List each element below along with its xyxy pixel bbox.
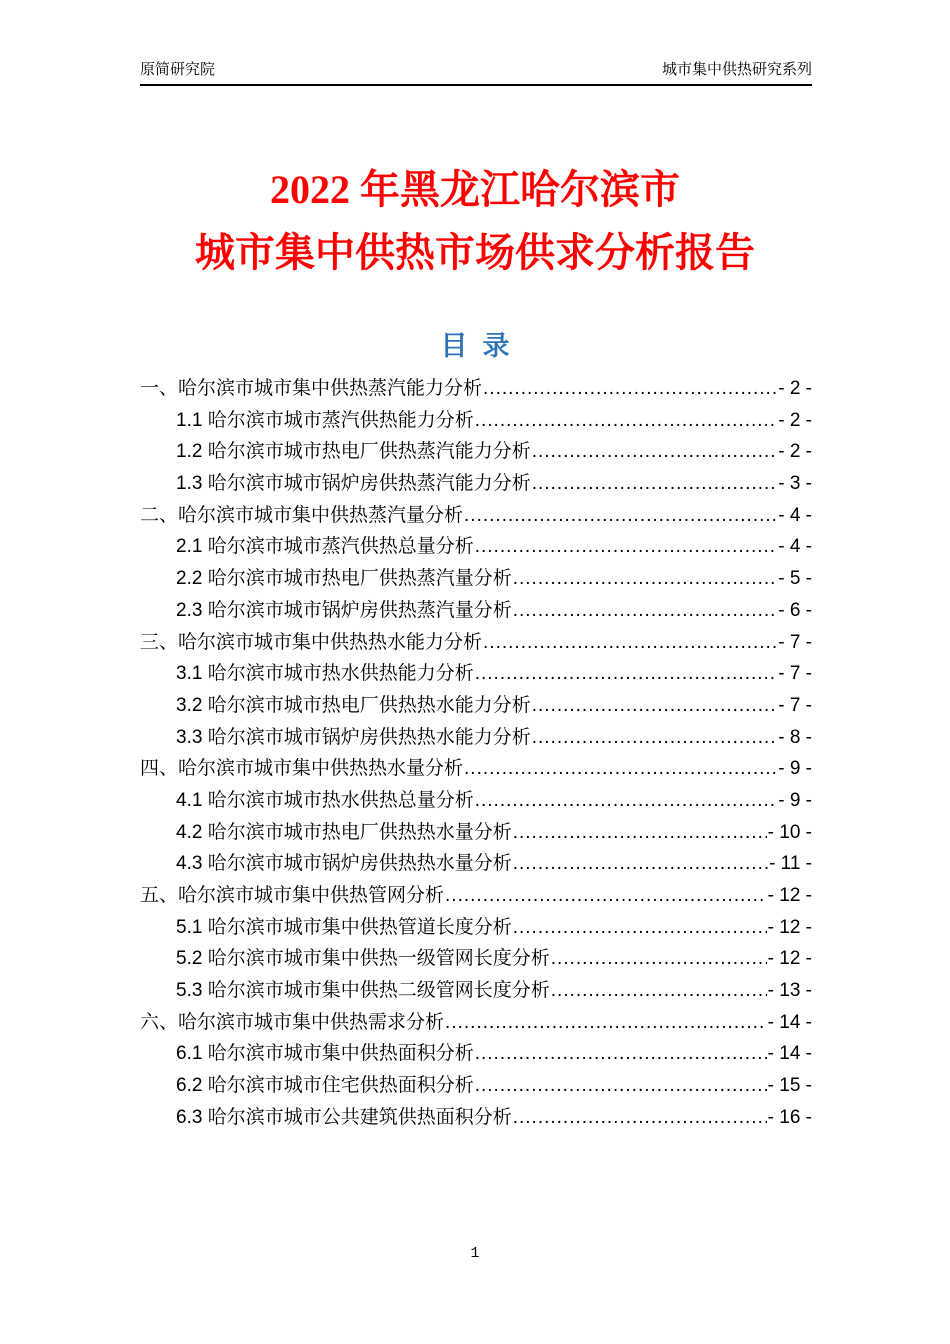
- toc-entry-label: 四、哈尔滨市城市集中供热热水量分析: [140, 758, 464, 780]
- toc-entry[interactable]: [140, 722, 812, 754]
- toc-entry-label: 五、哈尔滨市城市集中供热管网分析: [140, 885, 445, 906]
- toc-entry-page: - 10 -: [767, 821, 812, 843]
- toc-entry-label: 6.3 哈尔滨市城市公共建筑供热面积分析: [176, 1106, 512, 1128]
- toc-entry-label: 三、哈尔滨市城市集中供热热水能力分析: [140, 631, 483, 653]
- page-number: 1: [470, 1245, 480, 1262]
- toc-entry-label: 一、哈尔滨市城市集中供热蒸汽能力分析: [140, 378, 483, 399]
- toc-entry-page: - 9 -: [778, 758, 812, 780]
- toc-entry-page: - 2 -: [778, 378, 812, 399]
- toc-entry[interactable]: [140, 405, 812, 437]
- toc-dot-leader: [475, 658, 778, 690]
- toc-entry[interactable]: [140, 595, 812, 627]
- toc-dot-leader: [513, 817, 767, 849]
- toc-dot-leader: [445, 1007, 767, 1039]
- toc-dot-leader: [532, 690, 778, 722]
- toc-entry-page: - 5 -: [778, 568, 812, 590]
- toc-entry-page: - 7 -: [778, 694, 812, 716]
- toc-entry-page: - 12 -: [767, 948, 812, 970]
- toc-entry-page: - 16 -: [767, 1106, 812, 1128]
- toc-entry-label: 1.3 哈尔滨市城市锅炉房供热蒸汽能力分析: [176, 473, 531, 495]
- toc-dot-leader: [532, 468, 778, 500]
- page-header: [140, 58, 812, 86]
- toc-entry-page: - 7 -: [778, 631, 812, 653]
- toc-entry-page: - 12 -: [767, 885, 812, 906]
- toc-entry-label: 3.1 哈尔滨市城市热水供热能力分析: [176, 663, 474, 685]
- toc-dot-leader: [475, 1070, 767, 1102]
- toc-entry[interactable]: [140, 785, 812, 817]
- toc-entry-page: - 13 -: [767, 980, 812, 1002]
- toc-entry-label: 5.2 哈尔滨市城市集中供热一级管网长度分析: [176, 948, 550, 970]
- toc-heading: 目 录: [440, 331, 510, 361]
- toc-dot-leader: [551, 943, 767, 975]
- toc-entry-label: 二、哈尔滨市城市集中供热蒸汽量分析: [140, 504, 464, 526]
- toc-dot-leader: [513, 848, 768, 880]
- toc-entry-page: - 14 -: [767, 1011, 812, 1033]
- toc-entry-label: 4.3 哈尔滨市城市锅炉房供热热水量分析: [176, 853, 512, 875]
- toc-dot-leader: [513, 563, 778, 595]
- toc-entry[interactable]: [140, 753, 812, 785]
- toc-entry-page: - 14 -: [767, 1043, 812, 1065]
- toc-entry[interactable]: [140, 1102, 812, 1134]
- toc-entry-label: 6.2 哈尔滨市城市住宅供热面积分析: [176, 1075, 474, 1097]
- toc-entry[interactable]: [140, 880, 812, 912]
- toc-entry[interactable]: [140, 468, 812, 500]
- toc-entry[interactable]: [140, 912, 812, 944]
- toc-entry[interactable]: [140, 658, 812, 690]
- toc-entry[interactable]: [140, 943, 812, 975]
- toc-entry-page: - 2 -: [778, 409, 812, 431]
- toc-dot-leader: [475, 531, 778, 563]
- toc-dot-leader: [464, 753, 777, 785]
- toc-entry-label: 2.1 哈尔滨市城市蒸汽供热总量分析: [176, 536, 474, 558]
- toc-entry-page: - 4 -: [778, 536, 812, 558]
- toc-entry[interactable]: [140, 500, 812, 532]
- toc-entry[interactable]: [140, 690, 812, 722]
- toc-entry-label: 5.1 哈尔滨市城市集中供热管道长度分析: [176, 916, 512, 938]
- toc-entry-page: - 15 -: [767, 1075, 812, 1097]
- toc-entry-page: - 9 -: [778, 789, 812, 811]
- toc-entry[interactable]: [140, 1070, 812, 1102]
- report-title: [0, 158, 950, 284]
- toc-entry-label: 2.3 哈尔滨市城市锅炉房供热蒸汽量分析: [176, 599, 512, 621]
- toc-entry-label: 2.2 哈尔滨市城市热电厂供热蒸汽量分析: [176, 568, 512, 590]
- report-title-line2: 城市集中供热市场供求分析报告: [195, 230, 755, 275]
- toc-entry-page: - 2 -: [778, 441, 812, 463]
- toc-entry-page: - 7 -: [778, 663, 812, 685]
- toc-entry-label: 6.1 哈尔滨市城市集中供热面积分析: [176, 1043, 474, 1065]
- toc-entry-label: 4.2 哈尔滨市城市热电厂供热热水量分析: [176, 821, 512, 843]
- toc-entry-label: 1.2 哈尔滨市城市热电厂供热蒸汽能力分析: [176, 441, 531, 463]
- toc-dot-leader: [513, 595, 778, 627]
- toc-dot-leader: [464, 500, 777, 532]
- toc-entry-page: - 4 -: [778, 504, 812, 526]
- toc-entry-label: 5.3 哈尔滨市城市集中供热二级管网长度分析: [176, 980, 550, 1002]
- toc-dot-leader: [513, 912, 767, 944]
- header-left-text: 原简研究院: [140, 61, 216, 78]
- toc-list: [140, 373, 812, 1134]
- report-title-line1: 2022 年黑龙江哈尔滨市: [270, 167, 680, 212]
- toc-dot-leader: [532, 436, 778, 468]
- toc-entry-page: - 6 -: [778, 599, 812, 621]
- toc-dot-leader: [475, 785, 778, 817]
- toc-entry-label: 4.1 哈尔滨市城市热水供热总量分析: [176, 789, 474, 811]
- toc-dot-leader: [475, 405, 778, 437]
- toc-entry-page: - 11 -: [769, 853, 812, 875]
- toc-entry[interactable]: [140, 817, 812, 849]
- toc-entry-label: 3.2 哈尔滨市城市热电厂供热热水能力分析: [176, 694, 531, 716]
- toc-dot-leader: [475, 1038, 767, 1070]
- toc-entry-page: - 3 -: [778, 473, 812, 495]
- toc-entry-page: - 8 -: [778, 726, 812, 748]
- toc-entry[interactable]: [140, 531, 812, 563]
- toc-entry[interactable]: [140, 436, 812, 468]
- toc-entry[interactable]: [140, 975, 812, 1007]
- toc-dot-leader: [445, 880, 767, 912]
- toc-dot-leader: [551, 975, 767, 1007]
- toc-entry[interactable]: [140, 1038, 812, 1070]
- toc-entry-label: 1.1 哈尔滨市城市蒸汽供热能力分析: [176, 409, 474, 431]
- toc-dot-leader: [513, 1102, 767, 1134]
- toc-entry[interactable]: [140, 848, 812, 880]
- toc-dot-leader: [483, 627, 777, 659]
- toc-entry[interactable]: [140, 1007, 812, 1039]
- toc-dot-leader: [532, 722, 778, 754]
- toc-entry-label: 3.3 哈尔滨市城市锅炉房供热热水能力分析: [176, 726, 531, 748]
- header-right-text: 城市集中供热研究系列: [661, 61, 812, 78]
- toc-entry-label: 六、哈尔滨市城市集中供热需求分析: [140, 1011, 445, 1033]
- toc-entry[interactable]: [140, 373, 812, 405]
- toc-dot-leader: [483, 373, 777, 405]
- toc-entry[interactable]: [140, 627, 812, 659]
- toc-entry-page: - 12 -: [767, 916, 812, 938]
- toc-entry[interactable]: [140, 563, 812, 595]
